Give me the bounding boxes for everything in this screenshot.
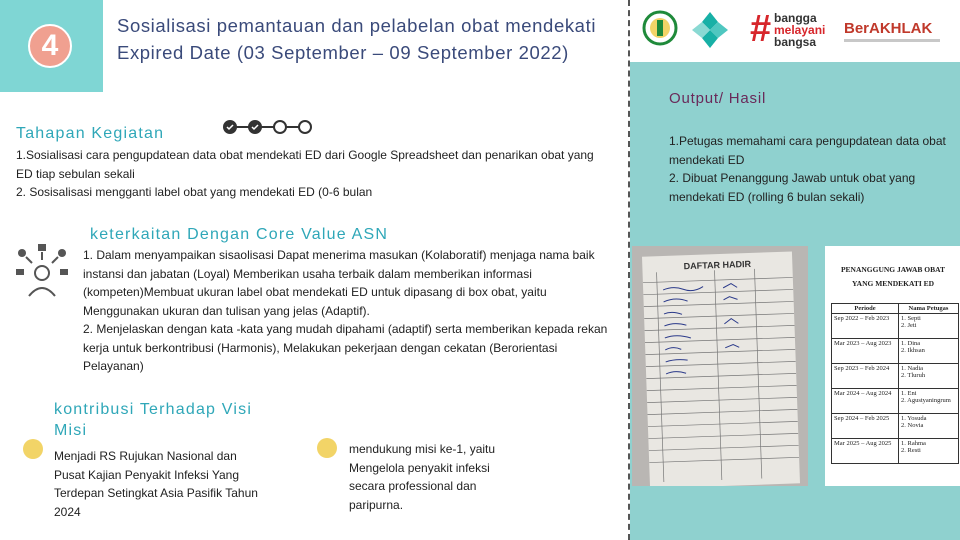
attendance-sheet [642,251,800,486]
table-row [832,364,959,389]
pj-name: 1. Nadia [901,365,924,372]
pj-name: 1. Rahma [901,440,926,447]
visi-text: Menjadi RS Rujukan Nasional dan Pusat Kajian Penyakit Infeksi Yang Terdepan Setingkat Asia Pasifik Tahun 2024 [54,449,258,519]
pj-header-period: Periode [832,304,899,314]
pj-name: 2. Jeti [901,322,917,329]
attendance-grid-icon [643,267,800,482]
pj-period: Mar 2025 – Aug 2025 [832,439,899,464]
pj-period: Sep 2023 – Feb 2024 [832,364,899,389]
pj-document-title: PENANGGUNG JAWAB OBAT YANG MENDEKATI ED [840,265,946,288]
core-value-heading: keterkaitan Dengan Core Value ASN [90,226,389,243]
berakhlak-tagline-line [844,39,940,42]
pj-names [899,389,959,414]
table-row [832,339,959,364]
table-row [832,389,959,414]
pj-name: 1. Septi [901,315,921,322]
tahapan-item-2: 2. Sosisalisasi mengganti label obat yang mendekati ED (0-6 bulan [16,185,373,199]
pj-name: 2. Novia [901,422,924,429]
kemenkes-logo-icon [690,10,730,50]
visi-bullet-dot [23,439,43,459]
table-row [832,439,959,464]
output-item-2: 2. Dibuat Penanggung Jawab untuk obat yang mendekati ED (rolling 6 bulan sekali) [669,171,916,204]
pj-name: 1. Eni [901,390,917,397]
tahapan-item-1: 1.Sosialisasi cara pengupdatean data obat mendekati ED dari Google Spreadsheet dan penarikan obat yang ED tiap sebulan sekali [16,148,594,181]
pj-period: Mar 2024 – Aug 2024 [832,389,899,414]
pj-name: 1. Dina [901,340,921,347]
table-row [832,314,959,339]
pj-period: Mar 2023 – Aug 2023 [832,339,899,364]
progress-steps-icon [222,119,314,135]
hospital-logo-icon [642,10,678,46]
output-item-1: 1.Petugas memahami cara pengupdatean data obat mendekati ED [669,134,946,167]
section-divider [628,0,630,540]
misi-text: mendukung misi ke-1, yaitu Mengelola penyakit infeksi secara professional dan paripurna. [349,442,496,512]
attendance-photo [632,246,808,486]
pj-names [899,414,959,439]
hashtag-icon: # [750,8,772,50]
pj-name: 2. Ikhsan [901,347,925,354]
core-value-paragraph-2: 2. Menjelaskan dengan kata -kata yang mudah dipahami (adaptif) serta memberikan kepada rekan kerja untuk berkontribusi (Harmonis), Melakukan pekerjaan dengan cekatan (Berorientasi Pelayanan) [83,322,608,373]
bangga-line-1: bangga [774,11,817,25]
progress-step-pending [274,121,286,133]
table-row [832,414,959,439]
kontribusi-heading: kontribusi Terhadap Visi Misi [54,401,253,439]
pj-names [899,339,959,364]
slide-title: Sosialisasi pemantauan dan pelabelan obat mendekati Expired Date (03 September – 09 September 2022) [117,15,597,63]
core-value-text [83,246,618,376]
pj-period: Sep 2024 – Feb 2025 [832,414,899,439]
pj-header-names: Nama Petugas [899,304,959,314]
pj-names [899,314,959,339]
progress-step-pending [299,121,311,133]
misi-bullet-dot [317,438,337,458]
bangga-line-2: melayani [774,23,826,37]
logo-bar [630,0,960,62]
core-value-paragraph-1: 1. Dalam menyampaikan sisaolisasi Dapat menerima masukan (Kolaboratif) menjaga nama baik instansi dan jabatan (Loyal) Memberikan usaha terbaik dalam memberikan informasi (kompeten)Membuat ukuran label obat mendekati ED untuk dipasang di box obat, yaitu Menggunakan ukuran dan tulisan yang jelas (Adaptif). [83,248,595,318]
pj-name: 1. Yosuda [901,415,927,422]
pj-name: 2. Tluruh [901,372,926,379]
person-ideas-icon [12,243,72,299]
bangga-line-3: bangsa [774,35,817,49]
pj-name: 2. Resti [901,447,921,454]
pj-name: 2. Agustyaningrum [901,397,951,404]
output-heading: Output/ Hasil [669,90,767,107]
pj-document [825,246,960,486]
berakhlak-logo: BerAKHLAK [844,20,933,37]
pj-table [831,303,959,464]
tahapan-list [16,146,606,202]
pj-names [899,439,959,464]
tahapan-heading: Tahapan Kegiatan [16,125,165,142]
slide-number: 4 [28,24,72,68]
attendance-sheet-title: DAFTAR HADIR [683,258,752,272]
pj-names [899,364,959,389]
output-list [669,132,949,206]
pj-period: Sep 2022 – Feb 2023 [832,314,899,339]
